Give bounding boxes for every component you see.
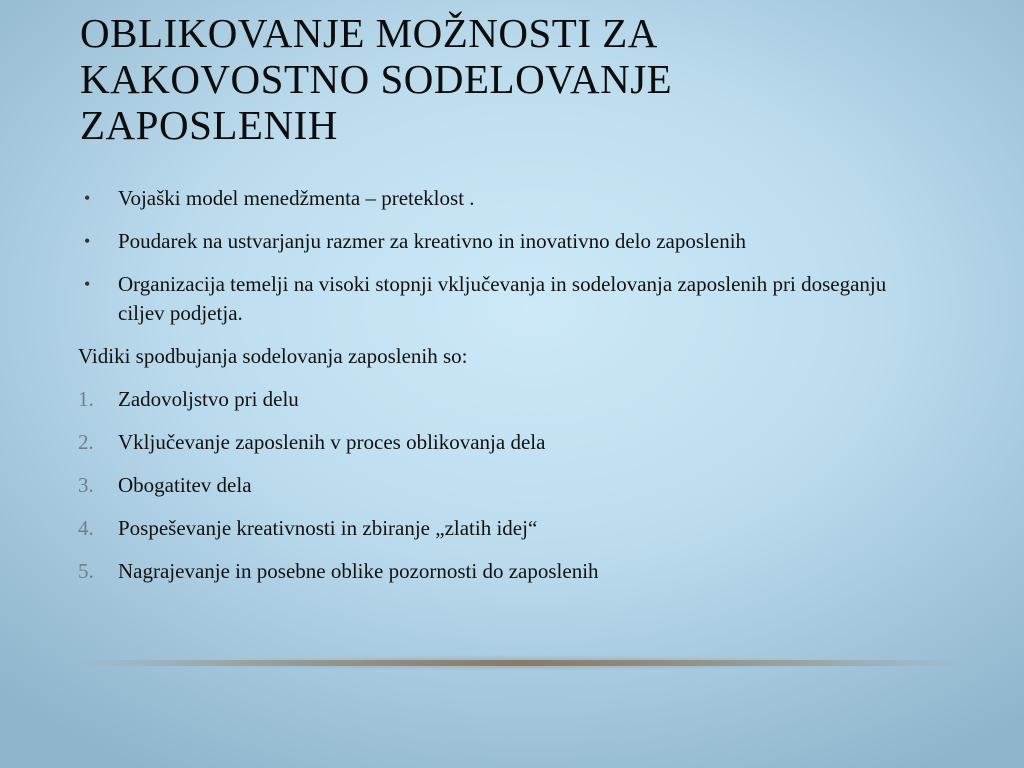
numbered-text: Vključevanje zaposlenih v proces oblikovanja dela [118, 430, 546, 454]
numbered-item [78, 514, 938, 543]
numbered-text: Pospeševanje kreativnosti in zbiranje „zlatih idej“ [118, 516, 538, 540]
bullet-text: Poudarek na ustvarjanju razmer za kreativno in inovativno delo zaposlenih [118, 229, 747, 253]
bullet-item [78, 184, 938, 213]
bullet-marker: • [84, 274, 91, 294]
number-marker: 4. [78, 516, 94, 540]
number-marker: 3. [78, 473, 94, 497]
bullet-text: Organizacija temelji na visoki stopnji vključevanja in sodelovanja zaposlenih pri doseganju ciljev podjetja. [118, 272, 887, 325]
numbered-item [78, 557, 938, 586]
bullet-marker: • [84, 188, 91, 208]
title-line: ZAPOSLENIH [80, 102, 338, 148]
numbered-text: Obogatitev dela [118, 473, 252, 497]
slide-content [78, 184, 938, 600]
slide-title [80, 10, 960, 148]
footer-divider [80, 660, 960, 666]
title-line: KAKOVOSTNO SODELOVANJE [80, 56, 673, 102]
bullet-item [78, 227, 938, 256]
numbered-item [78, 428, 938, 457]
numbered-text: Zadovoljstvo pri delu [118, 387, 299, 411]
number-marker: 2. [78, 430, 94, 454]
bullet-item [78, 270, 938, 328]
number-marker: 1. [78, 387, 94, 411]
bullet-marker: • [84, 231, 91, 251]
numbered-item [78, 385, 938, 414]
title-line: OBLIKOVANJE MOŽNOSTI ZA [80, 10, 658, 56]
intro-text: Vidiki spodbujanja sodelovanja zaposlenih so: [78, 344, 468, 368]
numbered-item [78, 471, 938, 500]
number-marker: 5. [78, 559, 94, 583]
numbered-text: Nagrajevanje in posebne oblike pozornosti do zaposlenih [118, 559, 599, 583]
bullet-text: Vojaški model menedžmenta – preteklost . [118, 186, 475, 210]
